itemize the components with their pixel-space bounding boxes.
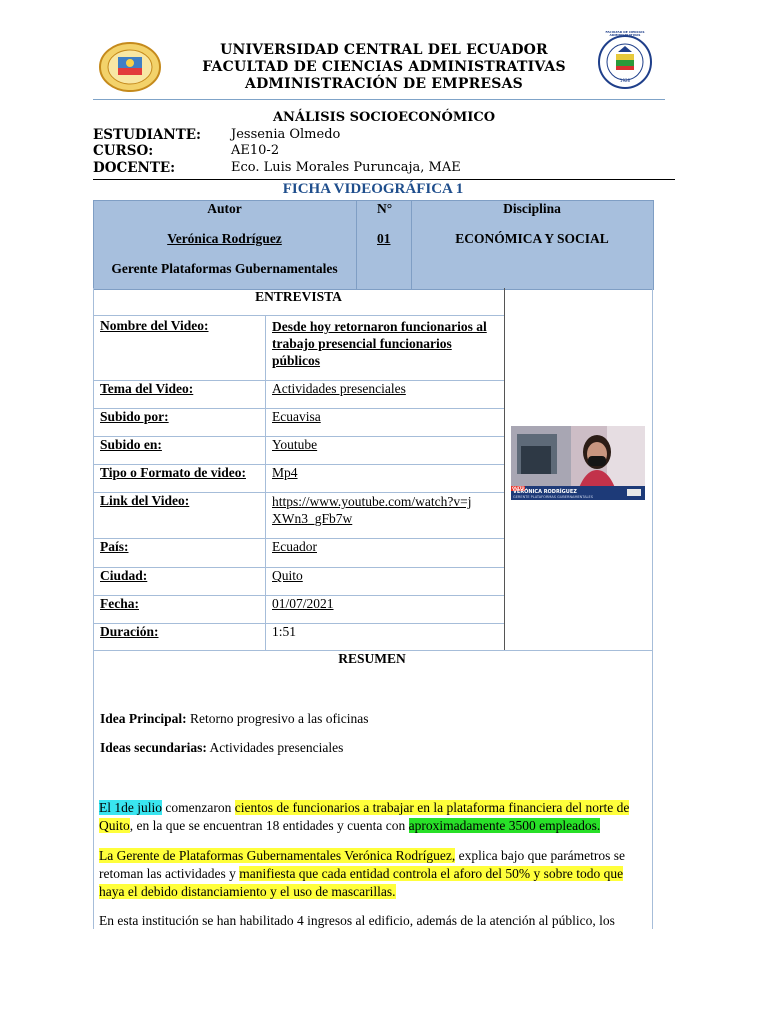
summary-title: RESUMEN: [338, 651, 406, 666]
summary-paragraph-3: [99, 912, 651, 930]
p2-text-b: explica bajo que parámetros se retoman las actividades y: [99, 848, 626, 881]
interview-title: ENTREVISTA: [255, 289, 342, 304]
p3-text: En esta institución se han habilitado 4 ingresos al edificio, además de la atención al público, los: [99, 913, 615, 928]
main-idea-value: Retorno progresivo a las oficinas: [190, 711, 369, 726]
main-idea: [100, 711, 368, 727]
row-value-tema: Actividades presenciales: [272, 381, 406, 396]
secondary-ideas: [100, 740, 343, 756]
thumb-caption-role: GERENTE PLATAFORMAS GUBERNAMENTALES: [513, 495, 593, 499]
author-name: Verónica Rodríguez: [167, 231, 282, 246]
row-value-pais: Ecuador: [272, 539, 317, 554]
p1-text-b: comenzaron: [162, 800, 235, 815]
row-value-ciudad: Quito: [272, 568, 303, 583]
university-name: UNIVERSIDAD CENTRAL DEL ECUADOR: [220, 42, 548, 58]
discipline-header: Disciplina: [503, 201, 561, 216]
teacher-value: Eco. Luis Morales Puruncaja, MAE: [231, 160, 461, 175]
interview-right-divider: [504, 288, 505, 651]
secondary-ideas-label: Ideas secundarias:: [100, 740, 207, 755]
row-label-formato: Tipo o Formato de video:: [100, 465, 246, 480]
number-header: N°: [377, 201, 393, 216]
row-label-tema: Tema del Video:: [100, 381, 194, 396]
right-seal-text: FACULTAD DE CIENCIAS ADMINISTRATIVAS: [605, 30, 645, 37]
student-label: ESTUDIANTE:: [93, 127, 202, 143]
p1-highlight-yellow: cientos de funcionarios a trabajar en la plataforma financiera del norte de Quito: [99, 800, 630, 833]
faculty-name: FACULTAD DE CIENCIAS ADMINISTRATIVAS: [202, 59, 566, 75]
p1-date: El 1de julio: [99, 800, 162, 815]
row-value-fecha: 01/07/2021: [272, 596, 334, 611]
summary-paragraph-2: [99, 847, 647, 901]
secondary-ideas-value: Actividades presenciales: [209, 740, 344, 755]
discipline-value: ECONÓMICA Y SOCIAL: [455, 231, 609, 246]
teacher-label: DOCENTE:: [93, 160, 176, 176]
row-label-pais: País:: [100, 539, 129, 554]
main-idea-label: Idea Principal:: [100, 711, 187, 726]
student-value: Jessenia Olmedo: [231, 127, 341, 142]
row-line: [93, 315, 504, 316]
p1-highlight-green: aproximadamente 3500 empleados.: [408, 818, 601, 833]
interview-details: [93, 315, 504, 651]
author-table-divider-1: [356, 200, 357, 289]
row-value-duracion: 1:51: [272, 624, 297, 639]
author-header: Autor: [207, 201, 242, 216]
video-link[interactable]: https://www.youtube.com/watch?v=jXWn3_gFb7w: [272, 494, 472, 526]
right-seal-year: 1928: [619, 78, 631, 83]
row-label-nombre: Nombre del Video:: [100, 318, 209, 333]
row-value-nombre: Desde hoy retornaron funcionarios al trabajo presencial funcionarios públicos: [272, 319, 487, 368]
header-separator: [93, 99, 665, 100]
number-value: 01: [377, 231, 391, 246]
row-value-subido-en: Youtube: [272, 437, 318, 452]
row-value-subido-por: Ecuavisa: [272, 409, 321, 424]
row-label-link: Link del Video:: [100, 493, 190, 508]
ficha-title: FICHA VIDEOGRÁFICA 1: [282, 181, 464, 197]
row-value-formato: Mp4: [272, 465, 298, 480]
course-label: CURSO:: [93, 143, 154, 159]
video-thumbnail[interactable]: [511, 426, 645, 500]
p1-text-d: , en la que se encuentran 18 entidades y cuenta con: [129, 818, 409, 833]
row-label-subido-en: Subido en:: [100, 437, 162, 452]
row-label-subido-por: Subido por:: [100, 409, 169, 424]
meta-rule: [93, 179, 675, 180]
col-line: [265, 315, 266, 651]
summary-paragraph-1: [99, 799, 647, 835]
p2-highlight-statement: manifiesta que cada entidad controla el aforo del 50% y sobre todo que haya el debido distanciamiento y el uso de mascarillas.: [99, 866, 624, 899]
course-value: AE10-2: [231, 143, 280, 158]
row-label-ciudad: Ciudad:: [100, 568, 148, 583]
row-label-duracion: Duración:: [100, 624, 159, 639]
thumb-caption-name: VERÓNICA RODRÍGUEZ: [513, 489, 577, 495]
document-subject: ANÁLISIS SOCIOECONÓMICO: [272, 110, 496, 125]
row-label-fecha: Fecha:: [100, 596, 139, 611]
author-role: Gerente Plataformas Gubernamentales: [111, 261, 338, 276]
program-name: ADMINISTRACIÓN DE EMPRESAS: [245, 76, 523, 92]
thumb-caption-place: QUITO: [512, 486, 525, 490]
p2-highlight-name: La Gerente de Plataformas Gubernamentales Verónica Rodríguez,: [99, 848, 456, 863]
